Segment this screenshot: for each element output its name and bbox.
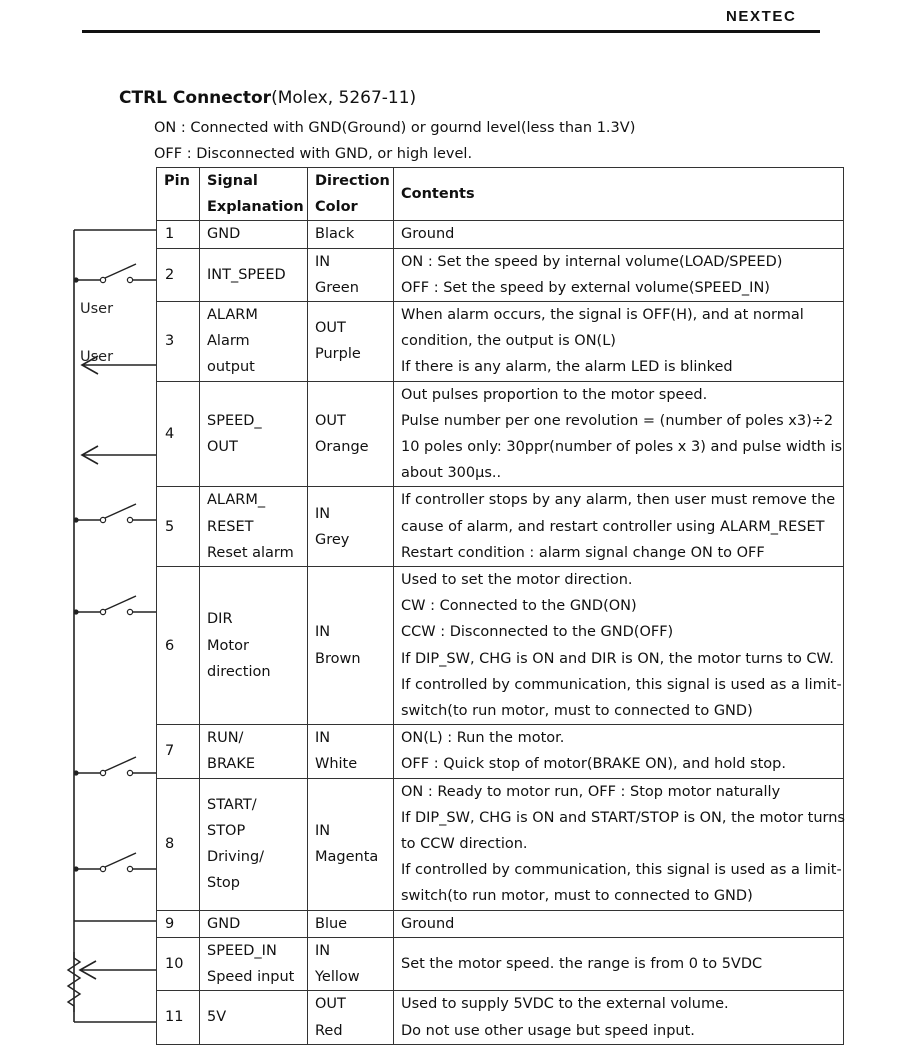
- header-pin-label: Pin: [164, 173, 190, 189]
- contents-line: OFF : Quick stop of motor(BRAKE ON), and hold stop.: [401, 756, 786, 773]
- switch-contact: [127, 517, 132, 522]
- switch-icon: [105, 596, 136, 610]
- direction-line: IN: [315, 942, 331, 959]
- signal-line: STOP: [207, 822, 246, 839]
- direction-line: Yellow: [315, 969, 360, 986]
- nextec-logo: NEXTEC: [726, 8, 797, 25]
- header-direction-line: Direction: [315, 173, 390, 189]
- contents-line: Restart condition : alarm signal change ON to OFF: [401, 544, 765, 561]
- pin-cell: 6: [157, 567, 200, 725]
- signal-line: RESET: [207, 518, 254, 535]
- switch-icon: [105, 757, 136, 771]
- switch-contact: [127, 866, 132, 871]
- signal-line: ALARM: [207, 307, 258, 324]
- switch-contact: [127, 277, 132, 282]
- contents-line: If there is any alarm, the alarm LED is blinked: [401, 359, 733, 376]
- contents-line: Used to set the motor direction.: [401, 572, 633, 589]
- note-off: OFF : Disconnected with GND, or high level.: [154, 146, 473, 162]
- direction-line: IN: [315, 624, 331, 641]
- signal-line: Alarm: [207, 333, 250, 350]
- signal-line: RUN/: [207, 730, 244, 747]
- note-on: ON : Connected with GND(Ground) or gournd level(less than 1.3V): [154, 120, 636, 136]
- header-contents-label: Contents: [401, 186, 475, 203]
- direction-line: Red: [315, 1022, 343, 1039]
- direction-line: IN: [315, 505, 331, 522]
- signal-line: Driving/: [207, 849, 265, 866]
- signal-line: Stop: [207, 875, 240, 892]
- signal-line: direction: [207, 663, 271, 680]
- section-title-rest: (Molex, 5267-11): [271, 88, 417, 108]
- contents-line: Do not use other usage but speed input.: [401, 1022, 695, 1039]
- switch-contact: [100, 770, 105, 775]
- signal-line: OUT: [207, 439, 238, 456]
- switch-icon: [105, 504, 136, 518]
- header-direction-line: Color: [315, 199, 358, 216]
- pin-cell: 9: [157, 910, 200, 937]
- contents-line: ON : Ready to motor run, OFF : Stop motor naturally: [401, 783, 781, 800]
- direction-line: OUT: [315, 996, 346, 1013]
- pin-cell: 7: [157, 725, 200, 778]
- contents-line: ON : Set the speed by internal volume(LOAD/SPEED): [401, 253, 783, 270]
- direction-line: IN: [315, 730, 331, 747]
- contents-line: switch(to run motor, must to connected to GND): [401, 888, 753, 905]
- contents-line: to CCW direction.: [401, 836, 528, 853]
- switch-icon: [105, 853, 136, 867]
- contents-line: Ground: [401, 915, 455, 932]
- contents-line: CCW : Disconnected to the GND(OFF): [401, 624, 674, 641]
- direction-line: Green: [315, 279, 359, 296]
- signal-line: Reset alarm: [207, 544, 294, 561]
- pin-cell: 2: [157, 248, 200, 301]
- signal-line: BRAKE: [207, 756, 256, 773]
- direction-line: Grey: [315, 531, 350, 548]
- section-title-bold: CTRL Connector: [119, 88, 272, 108]
- switch-contact: [100, 517, 105, 522]
- contents-line: switch(to run motor, must to connected to GND): [401, 703, 753, 720]
- contents-line: If DIP_SW, CHG is ON and DIR is ON, the motor turns to CW.: [401, 650, 834, 667]
- signal-line: GND: [207, 226, 241, 243]
- contents-line: If controller stops by any alarm, then user must remove the: [401, 492, 836, 509]
- switch-contact: [127, 609, 132, 614]
- contents-line: If controlled by communication, this signal is used as a limit-: [401, 862, 842, 879]
- contents-line: ON(L) : Run the motor.: [401, 730, 565, 747]
- user-label: User: [80, 349, 114, 365]
- signal-line: Motor: [207, 637, 249, 654]
- contents-line: 10 poles only: 30ppr(number of poles x 3) and pulse width is: [401, 439, 843, 456]
- switch-contact: [100, 609, 105, 614]
- direction-line: Magenta: [315, 849, 379, 866]
- direction-line: White: [315, 756, 358, 773]
- direction-line: IN: [315, 822, 331, 839]
- direction-line: Blue: [315, 915, 348, 932]
- switch-contact: [127, 770, 132, 775]
- pin-cell: 11: [157, 991, 200, 1044]
- switch-icon: [105, 264, 136, 278]
- pin-cell: 3: [157, 302, 200, 382]
- direction-line: Black: [315, 226, 355, 243]
- signal-line: ALARM_: [207, 492, 266, 509]
- contents-line: about 300μs..: [401, 465, 502, 482]
- direction-line: IN: [315, 253, 331, 270]
- signal-line: DIR: [207, 611, 233, 628]
- signal-line: output: [207, 359, 255, 376]
- contents-line: Pulse number per one revolution = (number of poles x3)÷2: [401, 412, 834, 429]
- contents-line: Set the motor speed. the range is from 0 to 5VDC: [401, 955, 763, 972]
- contents-line: condition, the output is ON(L): [401, 333, 616, 350]
- pin-cell: 8: [157, 778, 200, 910]
- pin-cell: 5: [157, 487, 200, 567]
- direction-line: Purple: [315, 346, 361, 363]
- signal-line: SPEED_: [207, 412, 262, 429]
- switch-contact: [100, 277, 105, 282]
- contents-line: If controlled by communication, this signal is used as a limit-: [401, 676, 842, 693]
- contents-line: Out pulses proportion to the motor speed.: [401, 386, 708, 403]
- pin-cell: 1: [157, 221, 200, 248]
- direction-line: OUT: [315, 412, 346, 429]
- direction-line: OUT: [315, 320, 346, 337]
- signal-line: 5V: [207, 1009, 227, 1026]
- contents-line: Used to supply 5VDC to the external volume.: [401, 996, 729, 1013]
- contents-line: CW : Connected to the GND(ON): [401, 598, 637, 615]
- direction-line: Orange: [315, 439, 369, 456]
- signal-line: INT_SPEED: [207, 266, 286, 283]
- switch-contact: [100, 866, 105, 871]
- header-signal-line: Explanation: [207, 199, 304, 216]
- contents-line: cause of alarm, and restart controller using ALARM_RESET: [401, 518, 825, 535]
- contents-line: Ground: [401, 226, 455, 243]
- contents-line: OFF : Set the speed by external volume(SPEED_IN): [401, 279, 770, 296]
- contents-line: If DIP_SW, CHG is ON and START/STOP is ON, the motor turns: [401, 809, 845, 826]
- signal-line: GND: [207, 915, 241, 932]
- header-signal-line: Signal: [207, 173, 258, 189]
- signal-line: SPEED_IN: [207, 942, 277, 959]
- signal-line: Speed input: [207, 969, 295, 986]
- pin-cell: 4: [157, 381, 200, 487]
- user-label: User: [80, 301, 114, 317]
- pin-cell: 10: [157, 937, 200, 990]
- contents-line: When alarm occurs, the signal is OFF(H), and at normal: [401, 307, 804, 324]
- signal-line: START/: [207, 796, 257, 813]
- direction-line: Brown: [315, 650, 361, 667]
